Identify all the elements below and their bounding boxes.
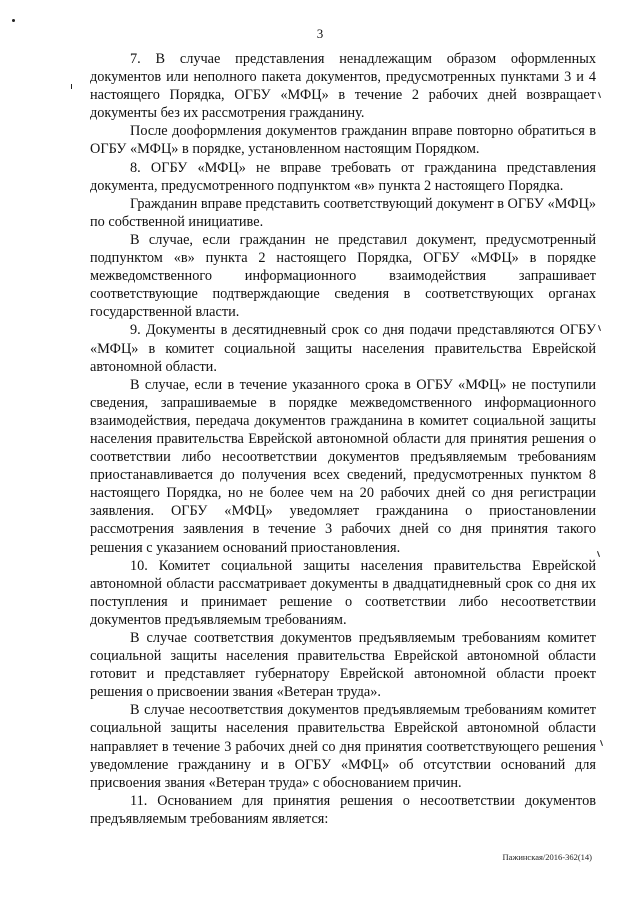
- page-number: 3: [316, 26, 324, 41]
- scan-speck: [12, 19, 15, 22]
- paragraph-9-suspension: В случае, если в течение указанного срока в ОГБУ «МФЦ» не поступили сведения, запрашиваемые в порядке межведомственного информационного взаимодействия, передача документов гражданина в комитет социальной защиты населения правительства Еврейской автономной области для принятия решения о соответствии либо несоответствии документов предъявляемым требованиям приостанавливается до получения всех сведений, предусмотренных пунктом 8 настоящего Порядка, но не более чем на 20 рабочих дней со дня регистрации заявления. ОГБУ «МФЦ» уведомляет гражданина о приостановлении рассмотрения заявления в течение 3 рабочих дней со дня принятия такого решения с указанием оснований приостановления.: [90, 376, 596, 556]
- paragraph-8: 8. ОГБУ «МФЦ» не вправе требовать от гражданина представления документа, предусмотренного подпунктом «в» пункта 2 настоящего Порядка.: [90, 159, 596, 194]
- scan-speck: [598, 325, 601, 331]
- scan-speck: [71, 84, 72, 89]
- paragraph-7-followup: После дооформления документов гражданин вправе повторно обратиться в ОГБУ «МФЦ» в порядке, установленном настоящим Порядком.: [90, 123, 596, 158]
- scan-speck: [600, 740, 603, 746]
- document-code: Пажинская/2016-362(14): [502, 852, 592, 862]
- paragraph-8-initiative: Гражданин вправе представить соответствующий документ в ОГБУ «МФЦ» по собственной инициативе.: [90, 195, 596, 230]
- paragraph-10-noncompliance: В случае несоответствия документов предъявляемым требованиям комитет социальной защиты населения правительства Еврейской автономной области направляет в течение 3 рабочих дней со дня принятия соответствующего решения уведомление гражданину и в ОГБУ «МФЦ» об отсутствии оснований для присвоения звания «Ветеран труда» с обоснованием причин.: [90, 702, 596, 791]
- paragraph-9: 9. Документы в десятидневный срок со дня подачи представляются ОГБУ «МФЦ» в комитет социальной защиты населения правительства Еврейской автономной области.: [90, 322, 596, 375]
- paragraph-11: 11. Основанием для принятия решения о несоответствии документов предъявляемым требованиям является:: [90, 792, 596, 827]
- paragraph-10-compliance: В случае соответствия документов предъявляемым требованиям комитет социальной защиты населения правительства Еврейской автономной области готовит и представляет губернатору Еврейской автономной области проект решения о присвоении звания «Ветеран труда».: [90, 630, 596, 701]
- paragraph-10: 10. Комитет социальной защиты населения правительства Еврейской автономной области рассматривает документы в двадцатидневный срок со дня их поступления и принимает решение о соответствии либо несоответствии документов предъявляемым требованиям.: [90, 557, 596, 628]
- paragraph-8-request: В случае, если гражданин не представил документ, предусмотренный подпунктом «в» пункта 2 настоящего Порядка, ОГБУ «МФЦ» в порядке межведомственного информационного взаимодействия запрашивает соответствующие подтверждающие сведения в соответствующих органах государственной власти.: [90, 231, 596, 321]
- scan-speck: [597, 551, 600, 557]
- document-body: [90, 50, 596, 828]
- paragraph-7: 7. В случае представления ненадлежащим образом оформленных документов или неполного пакета документов, предусмотренных пунктами 3 и 4 настоящего Порядка, ОГБУ «МФЦ» в течение 2 рабочих дней возвращает документы без их рассмотрения гражданину.: [90, 51, 596, 122]
- scan-speck: [598, 92, 601, 98]
